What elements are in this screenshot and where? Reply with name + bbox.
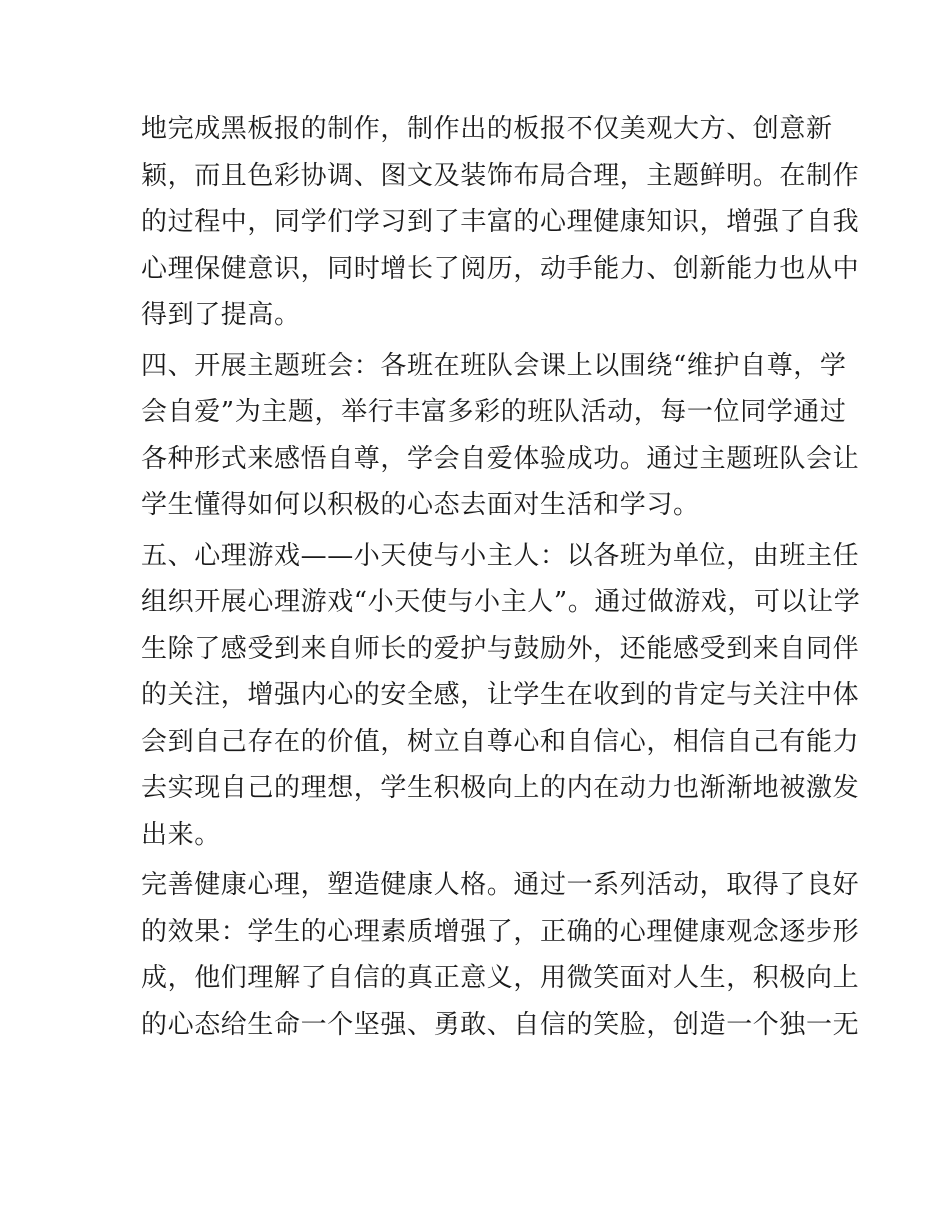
- text-line: 去实现自己的理想，学生积极向上的内在动力也渐渐地被激发: [141, 773, 860, 803]
- text-line: 颖，而且色彩协调、图文及装饰布局合理，主题鲜明。在制作: [141, 160, 860, 191]
- text-line: 出来。: [141, 819, 221, 850]
- text-line: 地完成黑板报的制作，制作出的板报不仅美观大方、创意新: [141, 114, 833, 144]
- text-line: 得到了提高。: [141, 300, 301, 330]
- text-line: 的关注，增强内心的安全感，让学生在收到的肯定与关注中体: [141, 680, 860, 710]
- document-body: [141, 106, 861, 1052]
- text-line: 的过程中，同学们学习到了丰富的心理健康知识，增强了自我: [141, 207, 860, 237]
- paragraph-theme-class-meeting: [141, 343, 860, 529]
- paragraph-conclusion: [141, 862, 860, 1048]
- text-line: 成，他们理解了自信的真正意义，用微笑面对人生，积极向上: [141, 963, 860, 993]
- text-line: 组织开展心理游戏“小天使与小主人”。通过做游戏，可以让学: [141, 587, 861, 617]
- text-line: 五、心理游戏——小天使与小主人：以各班为单位，由班主任: [141, 540, 860, 571]
- text-line: 的效果：学生的心理素质增强了，正确的心理健康观念逐步形: [141, 916, 860, 947]
- text-line: 心理保健意识，同时增长了阅历，动手能力、创新能力也从中: [141, 253, 860, 284]
- text-line: 完善健康心理，塑造健康人格。通过一系列活动，取得了良好: [141, 870, 860, 900]
- text-line: 会到自己存在的价值，树立自尊心和自信心，相信自己有能力: [141, 726, 860, 757]
- text-line: 的心态给生命一个坚强、勇敢、自信的笑脸，创造一个独一无: [141, 1009, 860, 1040]
- paragraph-psychology-game: [141, 533, 861, 859]
- text-line: 各种形式来感悟自尊，学会自爱体验成功。通过主题班队会让: [141, 443, 860, 474]
- paragraph-blackboard-report: [141, 106, 860, 339]
- text-line: 四、开展主题班会：各班在班队会课上以围绕“维护自尊，学: [141, 350, 847, 381]
- text-line: 会自爱”为主题，举行丰富多彩的班队活动，每一位同学通过: [141, 397, 847, 427]
- text-line: 学生懂得如何以积极的心态去面对生活和学习。: [141, 490, 700, 520]
- text-line: 生除了感受到来自师长的爱护与鼓励外，还能感受到来自同伴: [141, 633, 860, 664]
